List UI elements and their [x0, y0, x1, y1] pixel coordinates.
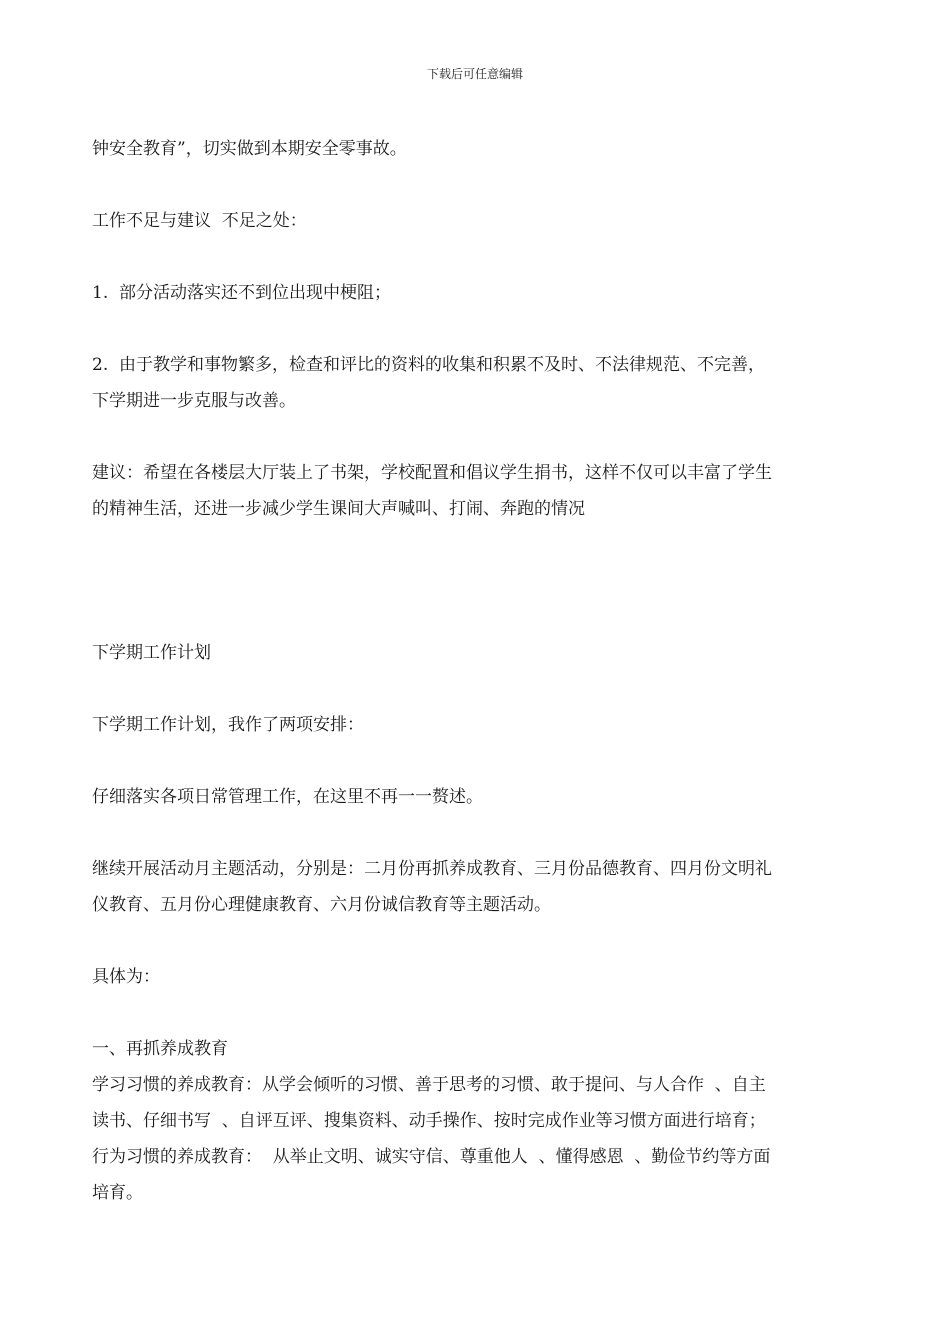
list-item-1: 1. 部分活动落实还不到位出现中梗阻；	[92, 283, 392, 303]
subheading-habit-education: 一、再抓养成教育	[92, 1039, 228, 1059]
paragraph-safety-education: 钟安全教育”，切实做到本期安全零事故。	[92, 139, 407, 159]
behavior-habits-line-1: 行为习惯的养成教育： 从举止文明、诚实守信、尊重他人 、懂得感恩 、勤俭节约等方面	[92, 1147, 771, 1167]
heading-shortcomings: 工作不足与建议 不足之处：	[92, 211, 307, 231]
list-item-2-line-1: 2. 由于教学和事物繁多，检查和评比的资料的收集和积累不及时、不法律规范、不完善，	[92, 355, 766, 375]
paragraph-plan-intro: 下学期工作计划，我作了两项安排：	[92, 715, 364, 735]
study-habits-line-2: 读书、仔细书写 、自评互评、搜集资料、动手操作、按时完成作业等习惯方面进行培育；	[92, 1111, 766, 1131]
paragraph-monthly-themes-line-2: 仪教育、五月份心理健康教育、六月份诚信教育等主题活动。	[92, 895, 551, 915]
paragraph-daily-management: 仔细落实各项日常管理工作，在这里不再一一赘述。	[92, 787, 483, 807]
section-title-next-plan: 下学期工作计划	[92, 643, 211, 663]
list-item-2-line-2: 下学期进一步克服与改善。	[92, 391, 296, 411]
paragraph-monthly-themes-line-1: 继续开展活动月主题活动，分别是：二月份再抓养成教育、三月份品德教育、四月份文明礼	[92, 859, 772, 879]
suggestion-line-2: 的精神生活，还进一步减少学生课间大声喊叫、打闹、奔跑的情况	[92, 499, 585, 519]
paragraph-specifics: 具体为：	[92, 967, 160, 987]
suggestion-line-1: 建议：希望在各楼层大厅装上了书架，学校配置和倡议学生捐书，这样不仅可以丰富了学生	[92, 463, 772, 483]
page-header: 下载后可任意编辑	[426, 67, 523, 81]
behavior-habits-line-2: 培育。	[92, 1183, 143, 1203]
study-habits-line-1: 学习习惯的养成教育：从学会倾听的习惯、善于思考的习惯、敢于提问、与人合作 、自主	[92, 1075, 766, 1095]
